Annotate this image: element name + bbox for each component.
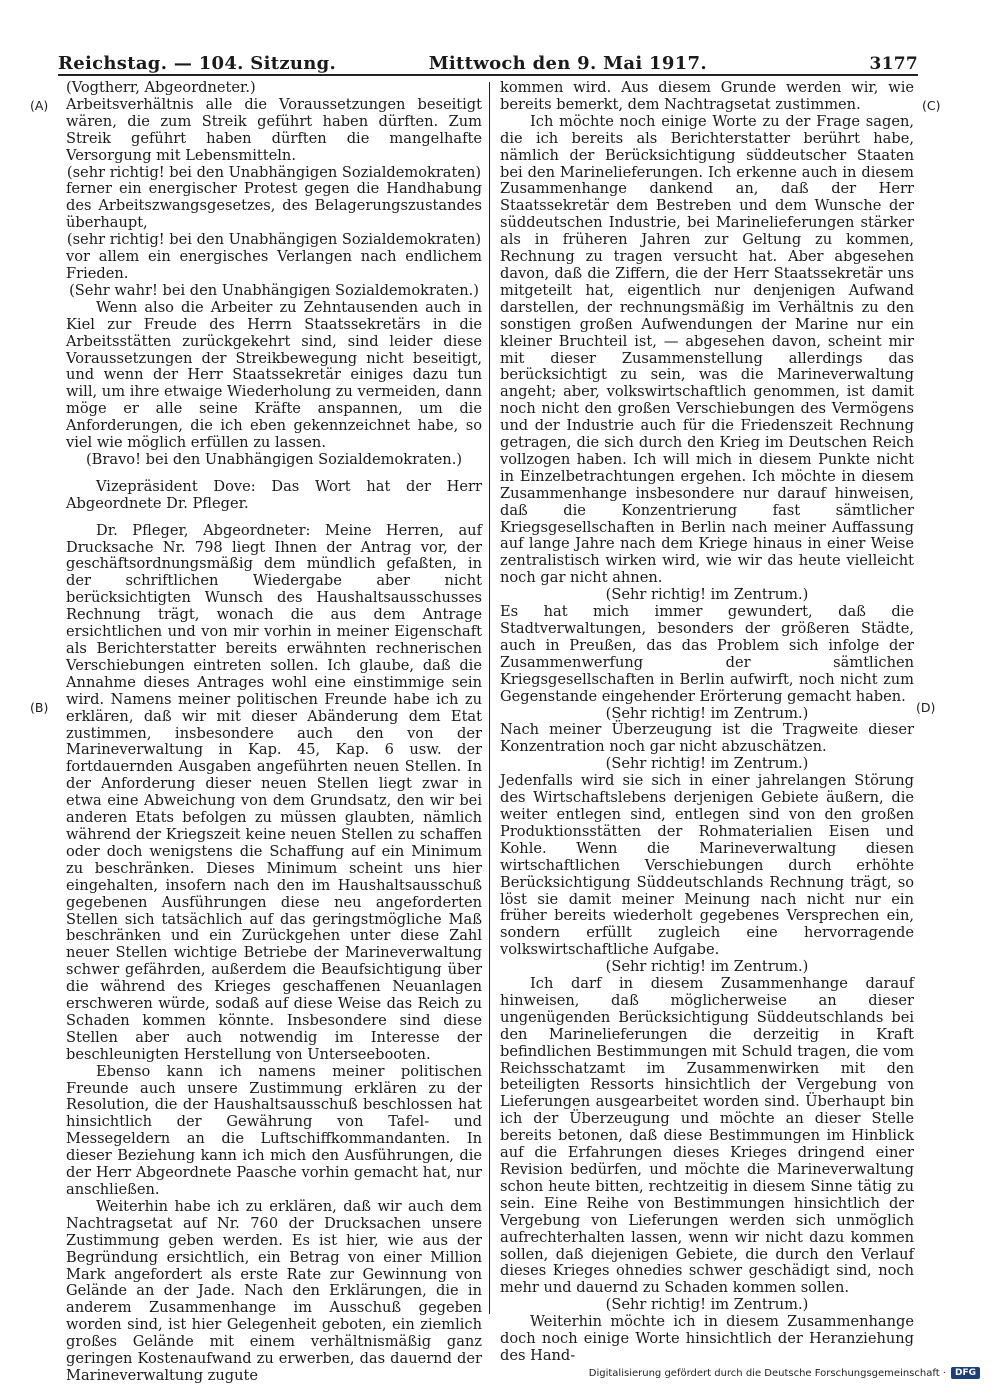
paragraph: Jedenfalls wird sie sich in einer jahrelangen Störung des Wirtschaftslebens derjenigen Gebiete äußern, die weiter entlegen sind, entlegen sind von den großen Produktionsstätten der Rohmaterialien Eisen und Kohle. Wenn die Marineverwaltung diesen wirtschaftlichen Verschiebungen durch erhöhte Berücksichtigung Süddeutschlands Rechnung trägt, so löst sie damit meiner Meinung nach nicht nur ein früher bereits wiederholt gegebenes Versprechen ein, sondern erfüllt zugleich eine hervorragende volkswirtschaftliche Aufgabe. <box>500 772 914 959</box>
paragraph: Weiterhin möchte ich in diesem Zusammenhange doch noch einige Worte hinsichtlich der Heranziehung des Hand- <box>500 1313 914 1364</box>
interjection: (Sehr wahr! bei den Unabhängigen Sozialdemokraten.) <box>69 281 479 299</box>
paragraph: Ich darf in diesem Zusammenhange darauf hinweisen, daß möglicherweise an dieser ungenügenden Berücksichtigung Süddeutschlands bei den Marinelieferungen die derzeitig in Kraft befindlichen Bestimmungen mit Schuld tragen, die vom Reichsschatzamt im Zusammenwirken mit den beteiligten Ressorts hinsichtlich der Vergebung von Lieferungen ausgearbeitet worden sind. Überhaupt bin ich der Überzeugung und möchte an dieser Stelle bereits betonen, daß diese Bestimmungen im Hinblick auf die Erfahrungen dieses Krieges dringend einer Revision bedürfen, und möchte die Marineverwaltung schon heute bitten, rechtzeitig in diesem Sinne tätig zu sein. Eine Reihe von Bestimmungen hinsichtlich der Vergebung von Lieferungen werden sich unmöglich aufrechterhalten lassen, wenn wir nicht dazu kommen sollen, daß diejenigen Gebiete, die durch den Verlauf dieses Krieges ohnedies schwer geschädigt sind, noch mehr und dauernd zu Schaden kommen sollen. <box>500 975 914 1297</box>
footer-text: Digitalisierung gefördert durch die Deutsche Forschungsgemeinschaft · <box>588 1367 946 1379</box>
speaker-continuation: (Vogtherr, Abgeordneter.) <box>66 79 256 96</box>
page-number: 3177 <box>869 54 918 74</box>
interjection: (sehr richtig! bei den Unabhängigen Sozialdemokraten) <box>66 163 482 181</box>
paragraph: Es hat mich immer gewundert, daß die Stadtverwaltungen, besonders der größeren Städte, auch in Preußen, das das Problem sich infolge der Zusammenwerfung der sämtlichen Kriegsgesellschaften in Berlin aufwirft, noch nicht zum Gegenstande eingehender Erörterung gemacht haben. <box>500 603 914 705</box>
digitization-footer <box>589 1367 980 1379</box>
header-rule <box>58 74 918 76</box>
header-date: Mittwoch den 9. Mai 1917. <box>428 53 707 74</box>
speaker-paragraph: Vizepräsident Dove: Das Wort hat der Herr Abgeordnete Dr. Pfleger. <box>66 477 482 512</box>
margin-marker-a: (A) <box>30 98 49 113</box>
paragraph: Arbeitsverhältnis alle die Voraussetzungen beseitigt wären, die zum Streik geführt haben dürften. Zum Streik geführt haben dürften die mangelhafte Versorgung mit Lebensmitteln. <box>66 95 482 164</box>
speaker-paragraph: Dr. Pfleger, Abgeordneter: Meine Herren, auf Drucksache Nr. 798 liegt Ihnen der Antrag vor, der geschäftsordnungsmäßig dem mündlich gefaßten, in der schriftlichen Wiedergabe aber nicht berücksichtigten Wunsch des Haushaltsausschusses Rechnung trägt, wonach die aus dem Antrage ersichtlichen und von mir vorhin in meiner Eigenschaft als Berichterstatter bereits erwähnten rechnerischen Verschiebungen eintreten sollen. Ich glaube, daß die Annahme dieses Antrages wohl eine einstimmige sein wird. Namens meiner politischen Freunde habe ich zu erklären, daß wir mit dieser Abänderung dem Etat zustimmen, insbesondere auch den von der Marineverwaltung in Kap. 45, Kap. 6 usw. der fortdauernden Ausgaben angeführten neuen Stellen. In der Anforderung dieser neuen Stellen liegt zwar in etwa eine Abweichung von dem Grundsatz, den wir bei anderen Etats befolgen zu müssen glaubten, nämlich während der Kriegszeit keine neuen Stellen zu schaffen oder doch wenigstens die Schaffung auf ein Minimum zu beschränken. Dieses Minimum scheint uns hier eingehalten, insofern nach den im Haushaltsausschuß gegebenen Ausführungen diese neu angeforderten Stellen sich tatsächlich auf das geringstmögliche Maß beschränken und ein Zurückgehen unter diese Zahl neuer Stellen wichtige Betriebe der Marineverwaltung schwer gefährden, außerdem die Beaufsichtigung über die während des Krieges geschaffenen Neuanlagen erschweren würde, sodaß auf diese Weise das Reich zu Schaden kommen könnte. Insbesondere sind diese Stellen aber auch notwendig im Interesse der beschleunigten Herstellung von Unterseebooten. <box>66 521 482 1063</box>
interjection: (sehr richtig! bei den Unabhängigen Sozialdemokraten) <box>66 231 482 249</box>
left-column <box>66 80 482 1385</box>
margin-marker-c: (C) <box>922 98 941 113</box>
margin-marker-d: (D) <box>916 700 936 715</box>
page-header <box>58 44 918 74</box>
interjection: (Sehr richtig! im Zentrum.) <box>605 704 809 722</box>
margin-marker-b: (B) <box>30 700 49 715</box>
header-left: Reichstag. — 104. Sitzung. <box>58 53 337 74</box>
paragraph: ferner ein energischer Protest gegen die Handhabung des Arbeitszwangsgesetzes, des Belagerungszustandes überhaupt, <box>66 180 482 232</box>
paragraph: Ich möchte noch einige Worte zu der Frage sagen, die ich bereits als Berichterstatter berührt habe, nämlich der Berücksichtigung süddeutscher Staaten bei den Marinelieferungen. Ich erkenne auch in diesem Zusammenhange dankend an, daß der Herr Staatssekretär dem Bestreben und dem Wunsche der süddeutschen Industrie, bei Marinelieferungen stärker als in früheren Jahren zur Geltung zu kommen, Rechnung zu tragen versucht hat. Aber abgesehen davon, daß die Ziffern, die der Herr Staatssekretär uns mitgeteilt hat, eigentlich nur denjenigen Aufwand darstellen, der rechnungsmäßig im Verhältnis zu den sonstigen großen Aufwendungen der Marine nur ein kleiner Bruchteil ist, — abgesehen davon, scheint mir mit dieser Zusammenstellung allerdings das berücksichtigt zu sein, was die Marineverwaltung angeht; aber, volkswirtschaftlich genommen, ist damit noch nicht den großen Verschiebungen des Vermögens und der Industrie auch für die Friedenszeit Rechnung getragen, die sich durch den Krieg im Deutschen Reich vollzogen haben. Ich will mich in diesem Punkte nicht in Einzelbetrachtungen ergehen. Ich möchte in diesem Zusammenhange insbesondere nur darauf hinweisen, daß die Konzentrierung fast sämtlicher Kriegsgesellschaften in Berlin nach meiner Auffassung auf lange Jahre nach dem Kriege hinaus in einer Weise zentralistisch wirken wird, wie wir das heute vielleicht noch gar nicht ahnen. <box>500 112 914 587</box>
interjection: (Sehr richtig! im Zentrum.) <box>605 586 809 604</box>
paragraph: Ebenso kann ich namens meiner politischen Freunde auch unsere Zustimmung erklären zu der Resolution, die der Haushaltsausschuß beschlossen hat hinsichtlich der Gewährung von Tafel- und Messegeldern an die Luftschiffkommandanten. In dieser Beziehung kann ich mich den Ausführungen, die der Herr Abgeordnete Paasche vorhin gemacht hat, nur anschließen. <box>66 1062 482 1198</box>
interjection: (Sehr richtig! im Zentrum.) <box>605 1296 809 1314</box>
interjection: (Sehr richtig! im Zentrum.) <box>605 958 809 976</box>
paragraph: Weiterhin habe ich zu erklären, daß wir auch dem Nachtragsetat auf Nr. 760 der Drucksachen unsere Zustimmung geben werden. Es ist hier, wie aus der Begründung ersichtlich, ein Betrag von einer Million Mark angefordert als erste Rate zur Gewinnung von Gelände an der Jade. Nach den Erklärungen, die in anderem Zusammenhange im Ausschuß gegeben worden sind, ist hier Gelegenheit geboten, ein ziemlich großes Gelände mit einem verhältnismäßig ganz geringen Kostenaufwand zu erwerben, das dauernd der Marineverwaltung zugute <box>66 1197 482 1384</box>
paragraph: vor allem ein energisches Verlangen nach endlichem Frieden. <box>66 248 482 282</box>
dfg-logo: DFG <box>951 1367 980 1379</box>
right-column <box>500 80 914 1365</box>
column-divider <box>489 82 490 1314</box>
interjection: (Bravo! bei den Unabhängigen Sozialdemokraten.) <box>85 450 463 468</box>
paragraph: Wenn also die Arbeiter zu Zehntausenden auch in Kiel zur Freude des Herrn Staatssekretärs in die Arbeitsstätten zurückgekehrt sind, sind leider diese Voraussetzungen der Streikbewegung nicht beseitigt, und wenn der Herr Staatssekretär einiges dazu tun will, um ihre etwaige Wiederholung zu vermeiden, dann möge er alle seine Kräfte anspannen, um die Anforderungen, die ich eben gekennzeichnet habe, so viel wie möglich erfüllen zu lassen. <box>66 298 482 452</box>
paragraph: Nach meiner Überzeugung ist die Tragweite dieser Konzentration noch gar nicht abzuschätzen. <box>500 721 914 756</box>
paragraph: kommen wird. Aus diesem Grunde werden wir, wie bereits bemerkt, dem Nachtragsetat zustimmen. <box>500 79 914 113</box>
interjection: (Sehr richtig! im Zentrum.) <box>605 755 809 773</box>
